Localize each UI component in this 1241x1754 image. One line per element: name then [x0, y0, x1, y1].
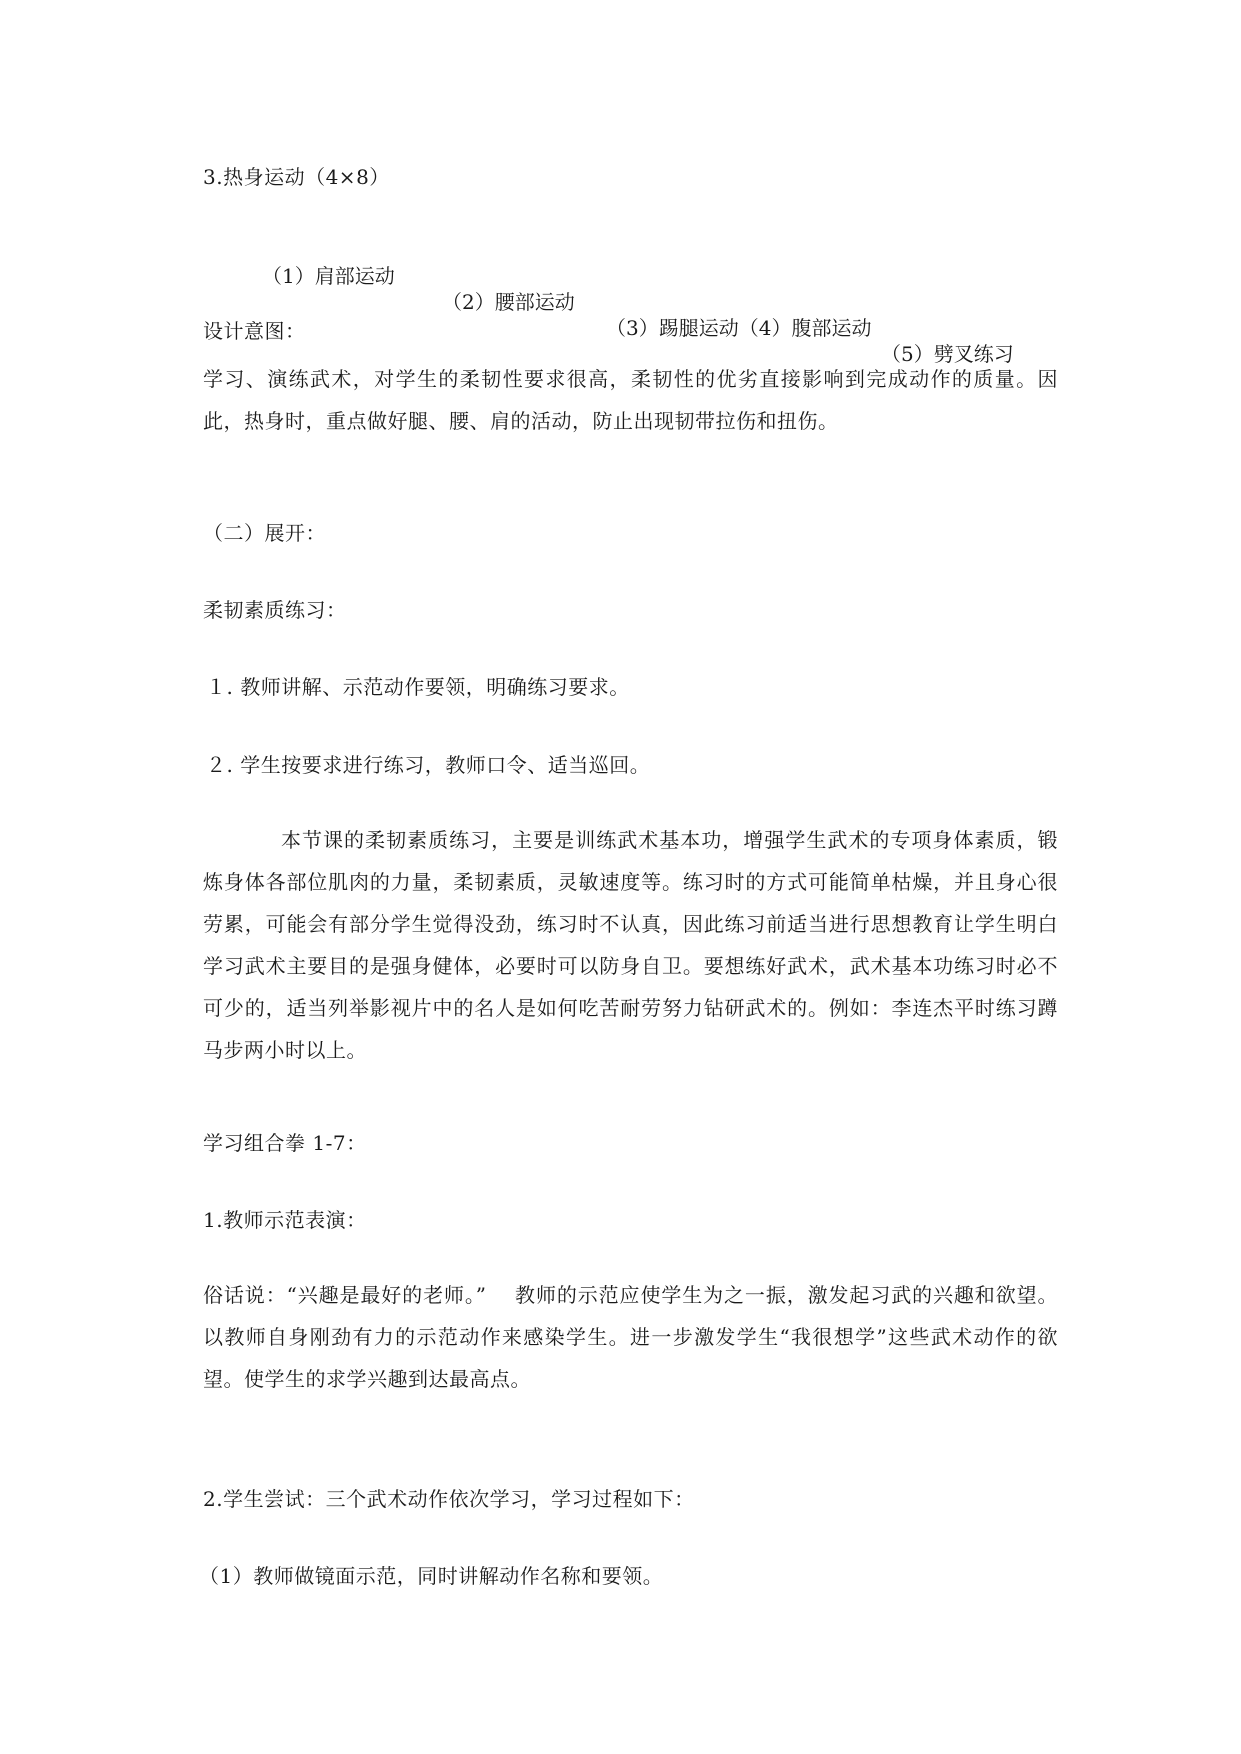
flexibility-heading: 柔韧素质练习： — [203, 598, 347, 622]
design-intent-paragraph: 学习、演练武术，对学生的柔韧性要求很高，柔韧性的优劣直接影响到完成动作的质量。因此，热身时，重点做好腿、腰、肩的活动，防止出现韧带拉伤和扭伤。 — [203, 367, 1058, 433]
teacher-demo-heading: 1.教师示范表演： — [203, 1208, 367, 1232]
warmup-item-split: （5）劈叉练习 — [881, 342, 1014, 366]
demo-paragraph: 俗话说：“兴趣是最好的老师。” 教师的示范应使学生为之一振，激发起习武的兴趣和欲望。以教师自身刚劲有力的示范动作来感染学生。进一步激发学生“我很想学”这些武术动作的欲望。使学生的求学兴趣到达最高点。 — [203, 1283, 1058, 1391]
section-two-heading: （二）展开： — [203, 521, 326, 545]
warmup-heading: 3.热身运动（4×8） — [203, 165, 390, 189]
warmup-item-shoulder: （1）肩部运动 — [262, 264, 395, 288]
combo-heading: 学习组合拳 1-7： — [203, 1131, 367, 1155]
step-one: １. 教师讲解、示范动作要领，明确练习要求。 — [206, 675, 630, 699]
flexibility-paragraph: 本节课的柔韧素质练习，主要是训练武术基本功，增强学生武术的专项身体素质，锻炼身体各部位肌肉的力量，柔韧素质，灵敏速度等。练习时的方式可能简单枯燥，并且身心很劳累，可能会有部分学生觉得没劲，练习时不认真，因此练习前适当进行思想教育让学生明白学习武术主要目的是强身健体，必要时可以防身自卫。要想练好武术，武术基本功练习时必不可少的，适当列举影视片中的名人是如何吃苦耐劳努力钻研武术的。例如：李连杰平时练习蹲马步两小时以上。 — [203, 828, 1058, 1062]
step-two: ２. 学生按要求进行练习，教师口令、适当巡回。 — [206, 753, 651, 777]
mirror-demo-step: （1）教师做镜面示范，同时讲解动作名称和要领。 — [199, 1564, 664, 1588]
warmup-item-kick-abdomen: （3）踢腿运动（4）腹部运动 — [606, 316, 872, 340]
warmup-item-waist: （2）腰部运动 — [442, 290, 575, 314]
design-intent-label: 设计意图： — [203, 319, 306, 343]
student-try-heading: 2.学生尝试：三个武术动作依次学习，学习过程如下： — [203, 1487, 695, 1511]
